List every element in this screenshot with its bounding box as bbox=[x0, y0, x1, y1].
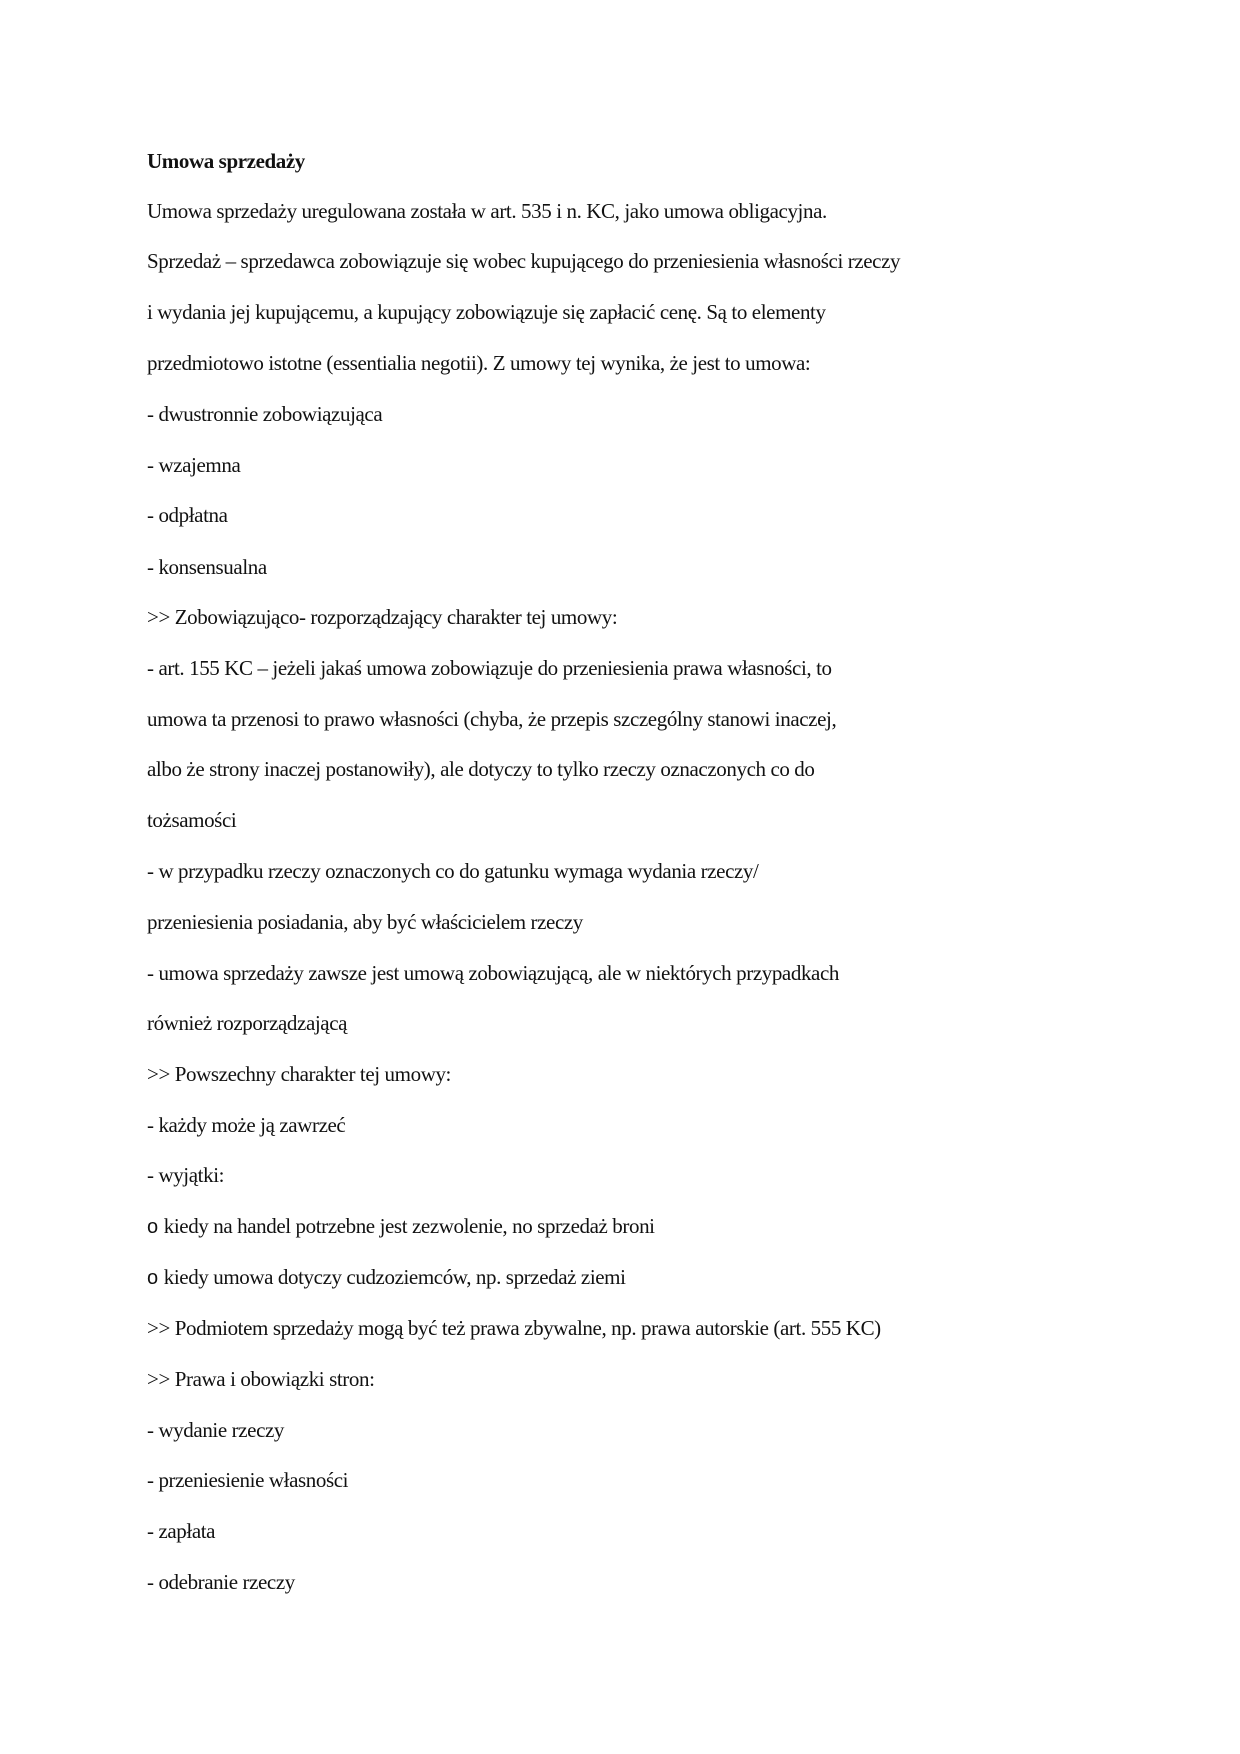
paragraph-line: albo że strony inaczej postanowiły), ale dotyczy to tylko rzeczy oznaczonych co do bbox=[147, 757, 815, 781]
list-item: - każdy może ją zawrzeć bbox=[147, 1113, 346, 1137]
sub-list-item-text: kiedy na handel potrzebne jest zezwolenie, no sprzedaż broni bbox=[163, 1214, 655, 1238]
list-item: - konsensualna bbox=[147, 555, 267, 579]
list-item: - wyjątki: bbox=[147, 1163, 225, 1187]
list-item: - wydanie rzeczy bbox=[147, 1418, 285, 1442]
sub-list-item bbox=[147, 1214, 655, 1239]
circle-bullet-icon: o bbox=[147, 1216, 158, 1238]
paragraph-line: przedmiotowo istotne (essentialia negotii). Z umowy tej wynika, że jest to umowa: bbox=[147, 351, 811, 375]
section-heading: >> Podmiotem sprzedaży mogą być też prawa zbywalne, np. prawa autorskie (art. 555 KC) bbox=[147, 1316, 881, 1340]
paragraph-line: przeniesienia posiadania, aby być właścicielem rzeczy bbox=[147, 910, 583, 934]
paragraph-line: tożsamości bbox=[147, 808, 237, 832]
list-item: - art. 155 KC – jeżeli jakaś umowa zobowiązuje do przeniesienia prawa własności, to bbox=[147, 656, 832, 680]
paragraph-line: i wydania jej kupującemu, a kupujący zobowiązuje się zapłacić cenę. Są to elementy bbox=[147, 300, 826, 324]
list-item: - dwustronnie zobowiązująca bbox=[147, 402, 383, 426]
list-item: - przeniesienie własności bbox=[147, 1468, 349, 1492]
section-heading: >> Zobowiązująco- rozporządzający charakter tej umowy: bbox=[147, 605, 618, 629]
paragraph-line: również rozporządzającą bbox=[147, 1011, 348, 1035]
list-item: - odebranie rzeczy bbox=[147, 1570, 295, 1594]
paragraph-line: Umowa sprzedaży uregulowana została w art. 535 i n. KC, jako umowa obligacyjna. bbox=[147, 199, 827, 223]
sub-list-item-text: kiedy umowa dotyczy cudzoziemców, np. sprzedaż ziemi bbox=[163, 1265, 626, 1289]
section-heading: >> Powszechny charakter tej umowy: bbox=[147, 1062, 451, 1086]
list-item: - umowa sprzedaży zawsze jest umową zobowiązującą, ale w niektórych przypadkach bbox=[147, 961, 839, 985]
section-heading: >> Prawa i obowiązki stron: bbox=[147, 1367, 375, 1391]
list-item: - zapłata bbox=[147, 1519, 216, 1543]
list-item: - odpłatna bbox=[147, 503, 228, 527]
paragraph-line: umowa ta przenosi to prawo własności (chyba, że przepis szczególny stanowi inaczej, bbox=[147, 707, 837, 731]
list-item: - w przypadku rzeczy oznaczonych co do gatunku wymaga wydania rzeczy/ bbox=[147, 859, 759, 883]
circle-bullet-icon: o bbox=[147, 1267, 158, 1289]
sub-list-item bbox=[147, 1265, 626, 1290]
document-title: Umowa sprzedaży bbox=[147, 149, 305, 173]
list-item: - wzajemna bbox=[147, 453, 241, 477]
paragraph-line: Sprzedaż – sprzedawca zobowiązuje się wobec kupującego do przeniesienia własności rzeczy bbox=[147, 249, 901, 273]
